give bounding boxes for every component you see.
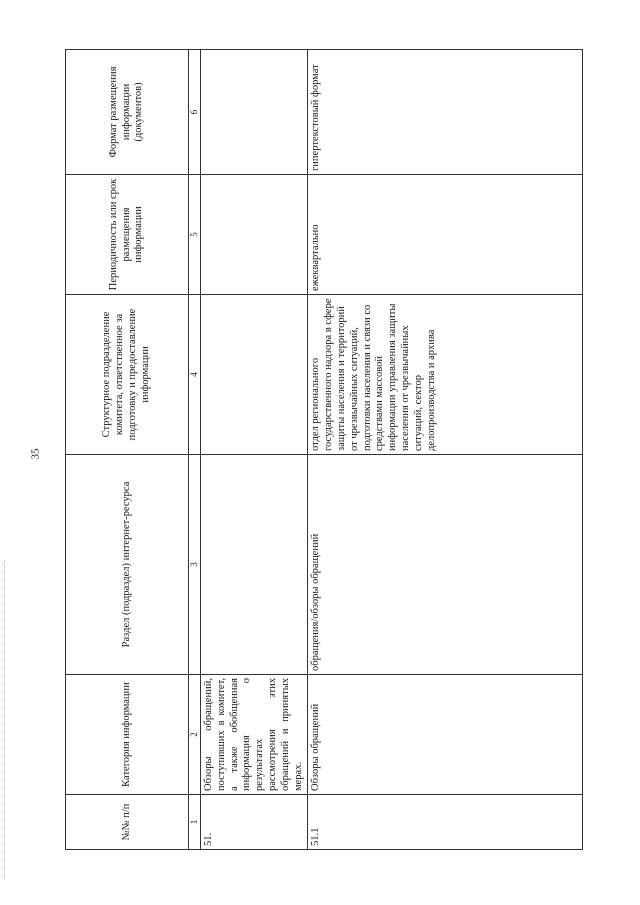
rotated-table-page: [65, 50, 555, 850]
header-responsible: Структурное подразделение комитета, ответственное за подготовку и предоставление информации: [66, 295, 189, 455]
header-num: №№ п/п: [66, 795, 189, 850]
column-number: 5: [189, 175, 201, 295]
row-format: гипертекстовый формат: [308, 50, 583, 175]
page-number: 35: [29, 448, 42, 460]
column-number: 6: [189, 50, 201, 175]
row-period: ежеквартально: [308, 175, 583, 295]
scan-edge-marks: [4, 560, 7, 880]
header-period: Периодичность или срок размещения информации: [66, 175, 189, 295]
column-number: 4: [189, 295, 201, 455]
table-row: [308, 50, 583, 850]
column-number: 1: [189, 795, 201, 850]
table-header-row: [66, 50, 189, 850]
column-number: 2: [189, 675, 201, 795]
row-period: [200, 175, 307, 295]
row-category: Обзоры обращений, поступивших в комитет, а также обобщенная информация о результатах рассмотрения этих обращений и принятых мерах.: [200, 675, 307, 795]
row-format: [200, 50, 307, 175]
information-table: [65, 49, 583, 850]
row-num: 51.: [200, 795, 307, 850]
header-section: Раздел (подраздел) интернет-ресурса: [66, 455, 189, 675]
column-number: 3: [189, 455, 201, 675]
row-num: 51.1: [308, 795, 583, 850]
row-section: обращения/обзоры обращений: [308, 455, 583, 675]
row-responsible: [200, 295, 307, 455]
row-responsible: отдел регионального государственного надзора в сфере защиты населения и территорий от чрезвычайных ситуаций, подготовки населения и связи со средствами массовой информации управления защиты населения от чрезвычайных ситуаций, сектор делопроизводства и архива: [308, 295, 583, 455]
row-category: Обзоры обращений: [308, 675, 583, 795]
row-section: [200, 455, 307, 675]
column-number-row: [189, 50, 201, 850]
header-category: Категория информации: [66, 675, 189, 795]
table-row: [200, 50, 307, 850]
header-format: Формат размещения информации (документов): [66, 50, 189, 175]
